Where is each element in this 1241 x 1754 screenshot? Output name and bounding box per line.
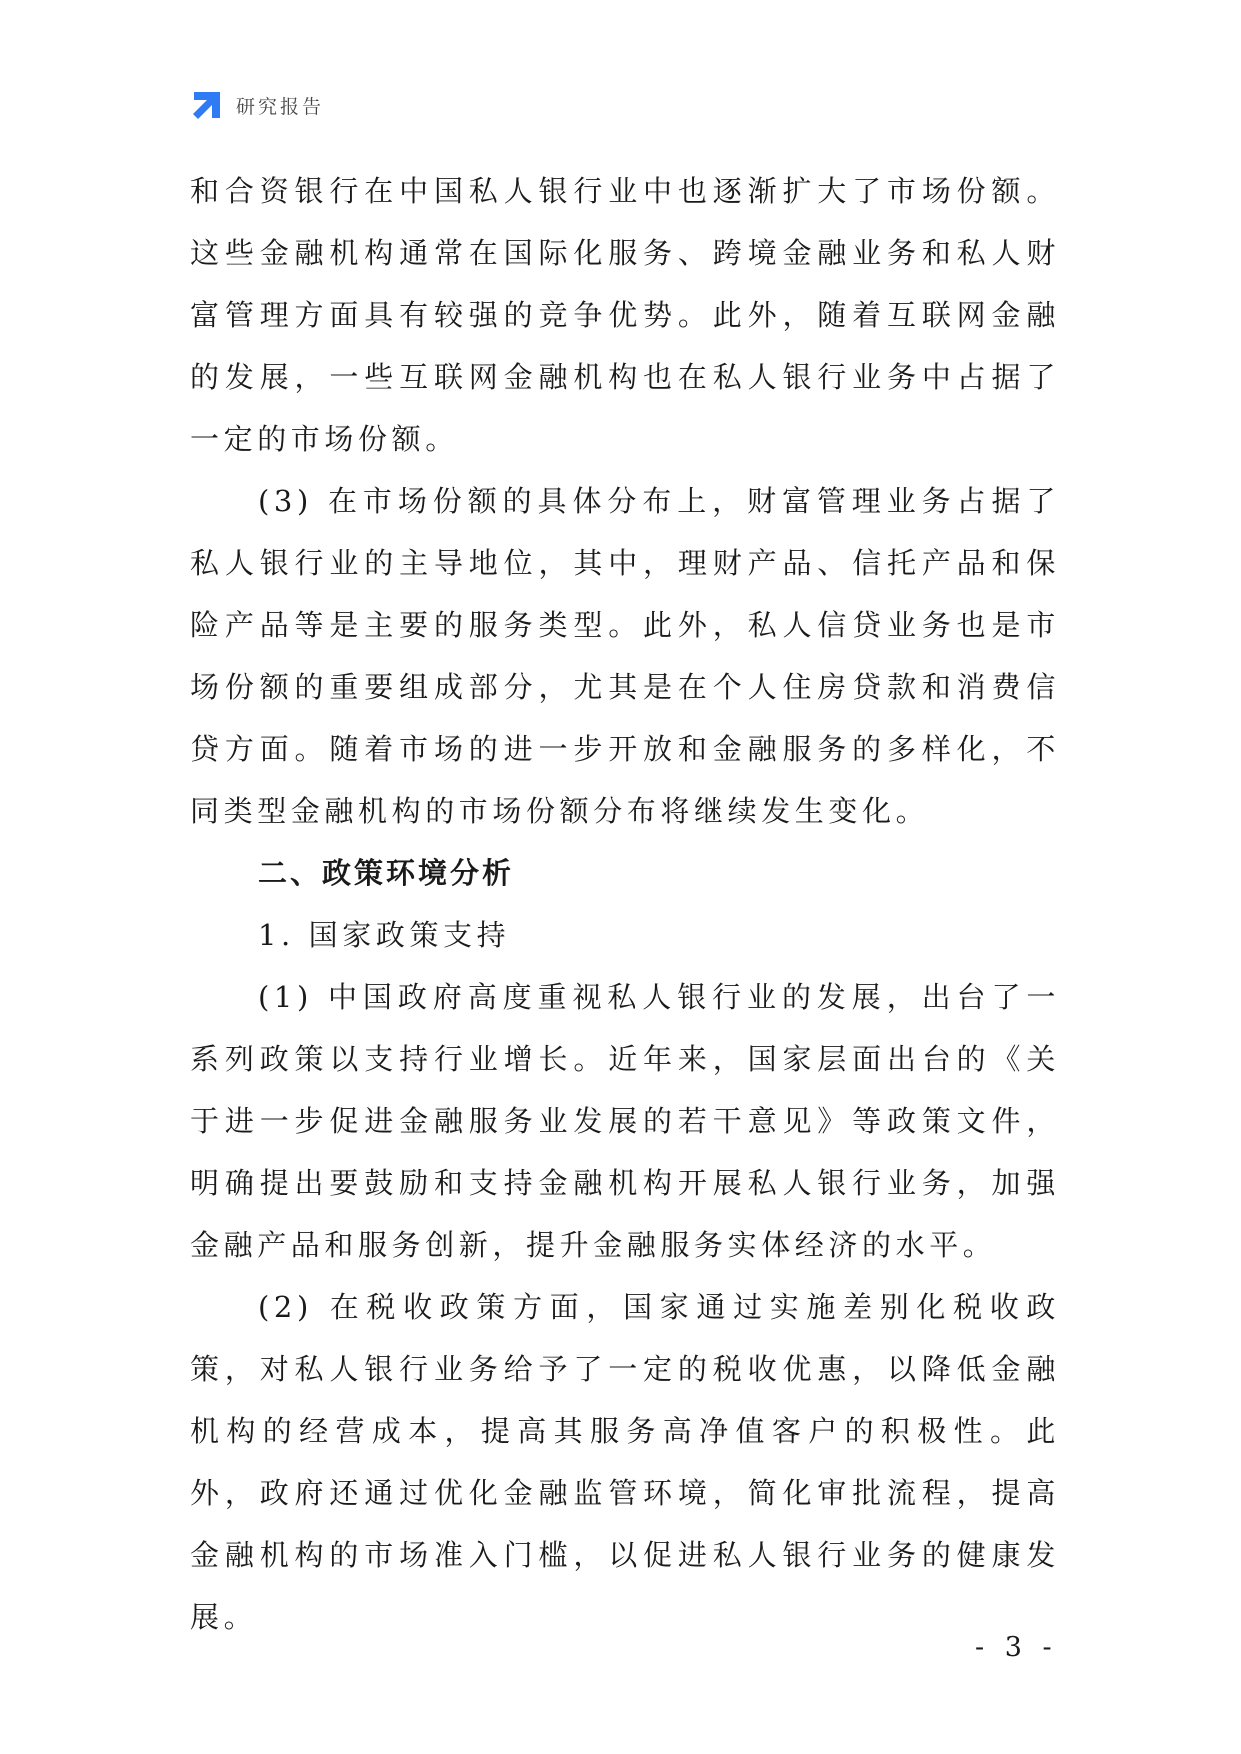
paragraph-tax-policy: (2) 在税收政策方面，国家通过实施差别化税收政策，对私人银行业务给予了一定的税收优惠，以降低金融机构的经营成本，提高其服务高净值客户的积极性。此外，政府还通过优化金融监管环境，简化审批流程，提高金融机构的市场准入门槛，以促进私人银行业务的健康发展。 — [190, 1290, 1060, 1634]
subsection-heading: 1. 国家政策支持 — [258, 918, 511, 952]
paragraph-market-share-distribution: (3) 在市场份额的具体分布上，财富管理业务占据了私人银行业的主导地位，其中，理财产品、信托产品和保险产品等是主要的服务类型。此外，私人信贷业务也是市场份额的重要组成部分，尤其是在个人住房贷款和消费信贷方面。随着市场的进一步开放和金融服务的多样化，不同类型金融机构的市场份额分布将继续发生变化。 — [190, 484, 1060, 828]
paragraph-government-policy: (1) 中国政府高度重视私人银行业的发展，出台了一系列政策以支持行业增长。近年来，国家层面出台的《关于进一步促进金融服务业发展的若干意见》等政策文件，明确提出要鼓励和支持金融机构开展私人银行业务，加强金融产品和服务创新，提升金融服务实体经济的水平。 — [190, 980, 1060, 1262]
page-header — [190, 88, 324, 122]
arrow-up-right-icon — [190, 88, 224, 122]
paragraph-market-share-continued: 和合资银行在中国私人银行业中也逐渐扩大了市场份额。这些金融机构通常在国际化服务、跨境金融业务和私人财富管理方面具有较强的竞争优势。此外，随着互联网金融的发展，一些互联网金融机构也在私人银行业务中占据了一定的市场份额。 — [190, 174, 1060, 456]
section-heading: 二、政策环境分析 — [258, 856, 515, 890]
document-body — [190, 160, 1060, 1648]
header-title: 研究报告 — [236, 95, 325, 118]
page-number: - 3 - — [975, 1632, 1058, 1663]
